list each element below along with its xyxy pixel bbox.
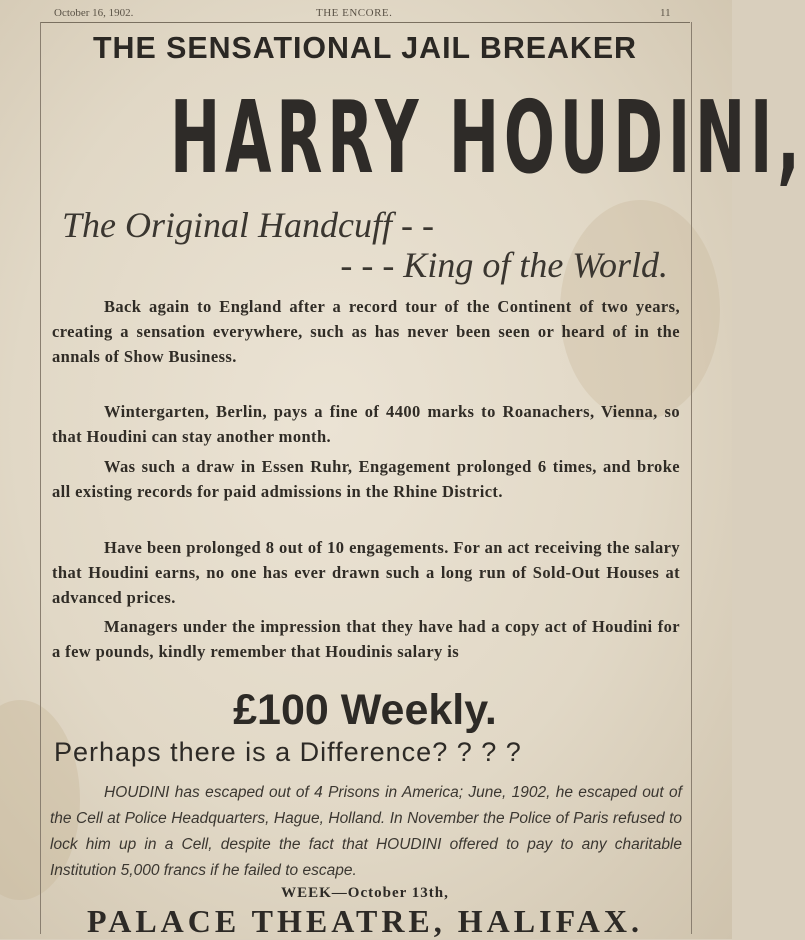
subtitle-line-1: The Original Handcuff - -	[62, 205, 434, 245]
subtitle-line-2: - - - King of the World.	[340, 245, 668, 285]
paragraph-engagements: Have been prolonged 8 out of 10 engagements. For an act receiving the salary that Houdini earns, no one has ever drawn such a long run of Sold-Out Houses at advanced prices.	[52, 538, 680, 607]
page-number: 11	[660, 7, 671, 19]
venue-name: PALACE THEATRE, HALIFAX.	[87, 903, 643, 939]
salary-amount: £100 Weekly.	[233, 686, 497, 734]
escape-note: HOUDINI has escaped out of 4 Prisons in America; June, 1902, he escaped out of the Cell at Police Headquarters, Hague, Holland. In November the Police of Paris refused to lock him up in a Cell, despite the fact that HOUDINI offered to pay to any charitable Institution 5,000 francs if he failed to escape.	[50, 784, 682, 879]
paragraph-managers: Managers under the impression that they have had a copy act of Houdini for a few pounds, kindly remember that Houdinis salary is	[52, 617, 680, 661]
difference-line: Perhaps there is a Difference? ? ? ?	[54, 737, 522, 767]
paragraph-berlin: Wintergarten, Berlin, pays a fine of 4400 marks to Roanachers, Vienna, so that Houdini can stay another month.	[52, 402, 680, 446]
publication-title: THE ENCORE.	[316, 7, 393, 19]
ad-headline: THE SENSATIONAL JAIL BREAKER	[93, 30, 637, 65]
issue-date: October 16, 1902.	[54, 7, 134, 19]
paragraph-tour: Back again to England after a record tour of the Continent of two years, creating a sensation everywhere, such as has never been seen or heard of in the annals of Show Business.	[52, 297, 680, 366]
performer-name: HARRY HOUDINI,	[169, 79, 805, 196]
engagement-week: WEEK—October 13th,	[281, 885, 449, 901]
paragraph-essen: Was such a draw in Essen Ruhr, Engagement prolonged 6 times, and broke all existing records for paid admissions in the Rhine District.	[52, 457, 680, 501]
masthead	[40, 4, 690, 23]
